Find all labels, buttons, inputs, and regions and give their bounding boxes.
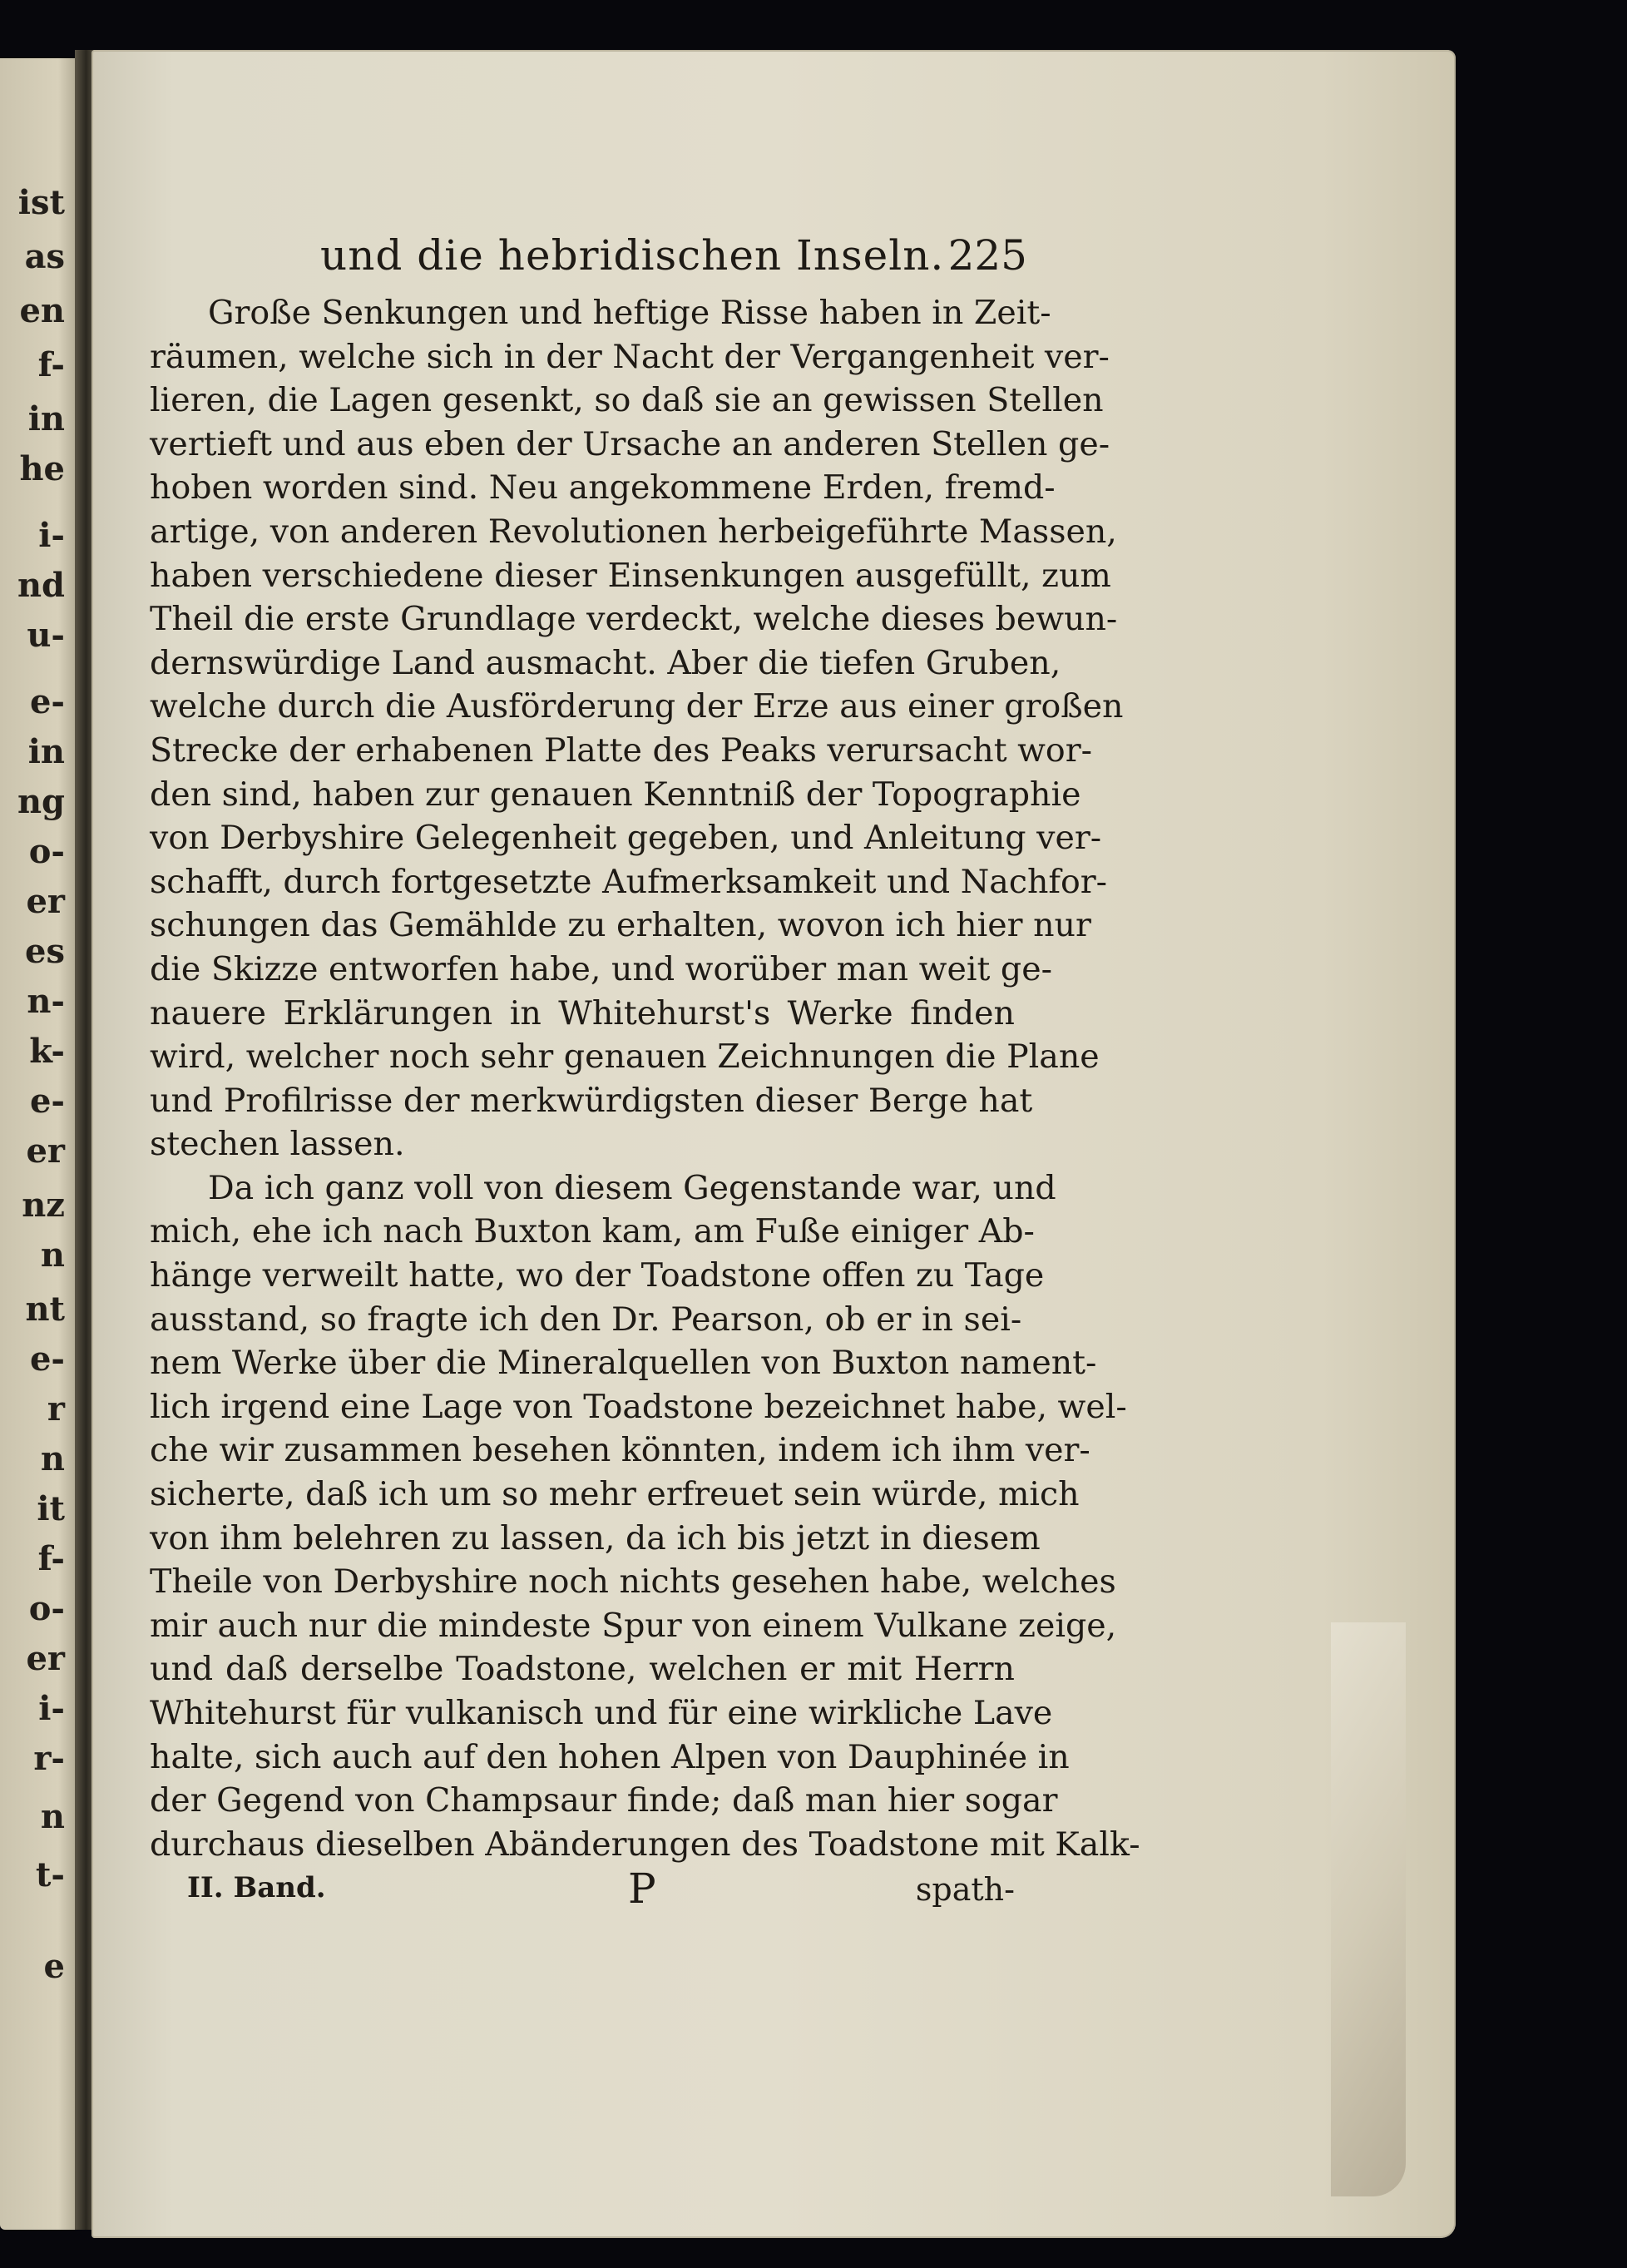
text-line: stechen lassen. [150,1125,405,1164]
left-page-fragment: t- [35,1855,65,1894]
left-page-fragment: it [37,1489,65,1528]
left-page-fragment: he [19,449,65,488]
left-page-fragment: n- [27,982,65,1021]
signature-volume: II. Band. [187,1871,326,1905]
text-line: räumen, welche sich in der Nacht der Vergangenheit ver- [150,337,1110,376]
left-page-fragment: f- [37,345,65,384]
running-head: und die hebridischen Inseln. [320,231,945,280]
page-corner-fold [1331,1622,1406,2196]
text-line: den sind, haben zur genauen Kenntniß der Topographie [150,775,1081,814]
text-line: und Profilrisse der merkwürdigsten dieser Berge hat [150,1081,1033,1120]
text-line: die Skizze entworfen habe, und worüber man weit ge- [150,949,1052,988]
left-page-fragment: n [40,1236,65,1275]
text-line: che wir zusammen besehen könnten, indem ich ihm ver- [150,1431,1090,1470]
left-page-fragment: ist [17,183,65,222]
text-line: hoben worden sind. Neu angekommene Erden, fremd- [150,468,1056,508]
left-page-fragment: ng [17,782,65,821]
page-number: 225 [947,231,1027,280]
page-footer [150,1864,1015,1921]
left-page-fragment: r- [33,1739,65,1778]
left-page-fragment: er [26,1639,65,1678]
left-page-fragment: o- [28,832,65,871]
text-line: lieren, die Lagen gesenkt, so daß sie an gewissen Stellen [150,381,1104,420]
left-page-fragment: i- [38,1689,65,1728]
text-line: Whitehurst für vulkanisch und für eine wirkliche Lave [150,1694,1053,1732]
text-line: haben verschiedene dieser Einsenkungen ausgefüllt, zum [150,556,1111,595]
left-facing-page [0,58,83,2230]
text-line: nem Werke über die Mineralquellen von Buxton nament- [150,1344,1097,1383]
left-page-fragment: e- [29,682,65,721]
text-line: schafft, durch fortgesetzte Aufmerksamkeit und Nachfor- [150,862,1108,901]
text-line: Große Senkungen und heftige Risse haben in Zeit- [208,294,1051,332]
left-page-fragment: f- [37,1539,65,1578]
text-line: und daß derselbe Toadstone, welchen er mit Herrn [150,1650,1015,1689]
left-page-fragment: e- [29,1340,65,1379]
text-line: vertieft und aus eben der Ursache an anderen Stellen ge- [150,424,1110,463]
left-page-fragment: k- [29,1032,65,1071]
text-line: Theil die erste Grundlage verdeckt, welche dieses bewun- [150,600,1118,639]
text-line: Theile von Derbyshire noch nichts gesehen habe, welches [150,1562,1116,1602]
text-line: dernswürdige Land ausmacht. Aber die tiefen Gruben, [150,643,1061,682]
text-line: mich, ehe ich nach Buxton kam, am Fuße einiger Ab- [150,1212,1035,1251]
left-page-fragment: e [43,1947,65,1986]
text-line: mir auch nur die mindeste Spur von einem Vulkane zeige, [150,1606,1117,1645]
left-page-fragment: n [40,1439,65,1478]
signature-mark: P [628,1864,656,1914]
text-block [150,225,1140,1921]
text-line: hänge verweilt hatte, wo der Toadstone offen zu Tage [150,1256,1045,1295]
text-line: halte, sich auch auf den hohen Alpen von Dauphinée in [150,1737,1070,1776]
left-page-fragment: er [26,882,65,921]
text-line: durchaus dieselben Abänderungen des Toadstone mit Kalk- [150,1825,1140,1864]
text-line: nauere Erklärungen in Whitehurst's Werke finden [150,993,1015,1032]
catchword: spath- [915,1871,1015,1909]
left-page-fragment: nz [22,1186,65,1225]
text-line: schungen das Gemählde zu erhalten, wovon ich hier nur [150,906,1091,945]
left-page-fragment: e- [29,1082,65,1121]
left-page-fragment: u- [27,616,65,655]
text-line: von ihm belehren zu lassen, da ich bis jetzt in diesem [150,1518,1041,1557]
left-page-fragment: i- [38,516,65,555]
text-line: lich irgend eine Lage von Toadstone bezeichnet habe, wel- [150,1387,1127,1426]
left-page-fragment: nd [17,566,65,605]
left-page-fragment: in [27,399,65,438]
text-line: Strecke der erhabenen Platte des Peaks verursacht wor- [150,730,1092,770]
text-line: sicherte, daß ich um so mehr erfreuet sein würde, mich [150,1475,1080,1514]
text-line: ausstand, so fragte ich den Dr. Pearson, ob er in sei- [150,1300,1022,1339]
body-text [150,291,1140,1866]
left-page-fragment: es [25,932,65,971]
left-page-fragment: er [26,1132,65,1171]
left-page-fragment: n [40,1797,65,1836]
text-line: der Gegend von Champsaur finde; daß man hier sogar [150,1781,1058,1820]
text-line: Da ich ganz voll von diesem Gegenstande war, und [208,1168,1056,1207]
text-line: welche durch die Ausförderung der Erze aus einer großen [150,687,1124,726]
left-page-fragment: r [47,1389,65,1429]
text-line: artige, von anderen Revolutionen herbeigeführte Massen, [150,512,1117,551]
left-page-fragment: in [27,732,65,771]
left-page-fragment: o- [28,1589,65,1628]
left-page-fragment: as [24,237,65,276]
left-page-fragment: en [19,291,65,330]
left-page-fragment: nt [25,1290,65,1329]
text-line: von Derbyshire Gelegenheit gegeben, und Anleitung ver- [150,819,1102,858]
page-header [150,225,1027,291]
text-line: wird, welcher noch sehr genauen Zeichnungen die Plane [150,1037,1100,1077]
